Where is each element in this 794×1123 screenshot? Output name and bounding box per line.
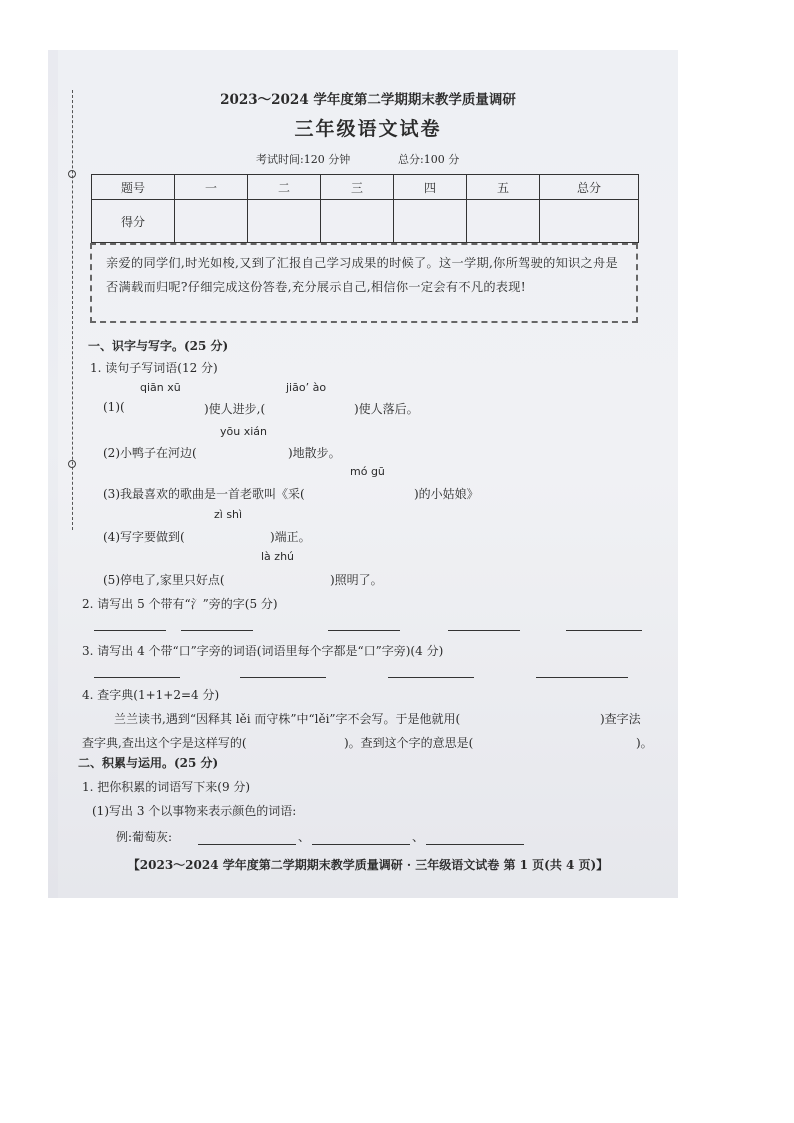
exam-paper — [58, 50, 678, 898]
pinyin-zishi: zì shì — [214, 508, 243, 521]
exam-title: 2023～2024 学年度第二学期期末教学质量调研 — [220, 92, 516, 108]
q1-item4-part-a: (4)写字要做到( — [103, 530, 185, 544]
intro-message: 亲爱的同学们,时光如梭,又到了汇报自己学习成果的时候了。这一学期,你所驾驶的知识之舟是否满载而归呢?仔细完成这份答卷,充分展示自己,相信你一定会有不凡的表现! — [90, 243, 638, 323]
answer-blank[interactable] — [448, 630, 520, 631]
binding-hole-icon — [68, 460, 76, 468]
q4-line1-part-b: )查字法 — [600, 712, 641, 726]
scanned-photo — [48, 50, 678, 898]
q2-title: 2. 请写出 5 个带有“氵”旁的字(5 分) — [82, 597, 278, 611]
exam-time: 考试时间:120 分钟 — [256, 153, 351, 166]
answer-blank[interactable] — [94, 630, 166, 631]
score-cell[interactable] — [467, 200, 540, 243]
score-table — [91, 174, 639, 243]
s2-q1-example: 例:葡萄灰: — [116, 830, 173, 844]
score-table-header-row — [92, 175, 639, 200]
q4-line2-part-b: )。查到这个字的意思是( — [344, 736, 474, 750]
score-cell[interactable] — [394, 200, 467, 243]
q1-item1-part-c: )使人落后。 — [354, 402, 419, 416]
score-cell[interactable] — [248, 200, 321, 243]
binding-hole-icon — [68, 170, 76, 178]
pinyin-jiaoao: jiāo’ ào — [286, 381, 327, 394]
q1-item4-part-b: )端正。 — [270, 530, 311, 544]
score-table-score-row — [92, 200, 639, 243]
s2-q1-title: 1. 把你积累的词语写下来(9 分) — [82, 780, 251, 794]
pinyin-youxian: yōu xián — [220, 425, 267, 438]
score-cell[interactable] — [175, 200, 248, 243]
score-header-cell: 五 — [467, 175, 540, 200]
q1-item1-part-a: (1)( — [103, 400, 125, 414]
separator: 、 — [412, 830, 425, 844]
score-cell[interactable] — [540, 200, 639, 243]
answer-blank[interactable] — [181, 630, 253, 631]
answer-blank[interactable] — [94, 677, 180, 678]
s2-q1-sub1: (1)写出 3 个以事物来表示颜色的词语: — [92, 804, 297, 818]
score-header-cell: 一 — [175, 175, 248, 200]
q1-item3-part-a: (3)我最喜欢的歌曲是一首老歌叫《采( — [103, 487, 305, 501]
answer-blank[interactable] — [198, 844, 296, 845]
q1-item1-part-b: )使人进步,( — [204, 402, 266, 416]
score-header-cell: 二 — [248, 175, 321, 200]
separator: 、 — [298, 830, 311, 844]
q4-line2-part-c: )。 — [636, 736, 653, 750]
q1-item2-part-b: )地散步。 — [288, 446, 341, 460]
section1-title: 一、识字与写字。(25 分) — [88, 339, 229, 353]
pinyin-qianxu: qiān xū — [140, 381, 181, 394]
q3-title: 3. 请写出 4 个带“口”字旁的词语(词语里每个字都是“口”字旁)(4 分) — [82, 644, 444, 658]
answer-blank[interactable] — [566, 630, 642, 631]
score-header-cell: 四 — [394, 175, 467, 200]
q1-item3-part-b: )的小姑娘》 — [414, 487, 479, 501]
q1-item5-part-b: )照明了。 — [330, 573, 383, 587]
answer-blank[interactable] — [536, 677, 628, 678]
score-header-cell: 三 — [321, 175, 394, 200]
q1-title: 1. 读句子写词语(12 分) — [90, 361, 218, 375]
page-footer: 【2023～2024 学年度第二学期期末教学质量调研 · 三年级语文试卷 第 1 页(共 4 页)】 — [127, 858, 609, 872]
answer-blank[interactable] — [240, 677, 326, 678]
answer-blank[interactable] — [312, 844, 410, 845]
paper-title: 三年级语文试卷 — [294, 118, 442, 140]
score-header-cell: 题号 — [92, 175, 175, 200]
answer-blank[interactable] — [426, 844, 524, 845]
q1-item5-part-a: (5)停电了,家里只好点( — [103, 573, 225, 587]
pinyin-mogu: mó gū — [350, 465, 385, 478]
q4-title: 4. 查字典(1+1+2=4 分) — [82, 688, 220, 702]
total-score: 总分:100 分 — [398, 153, 460, 166]
answer-blank[interactable] — [328, 630, 400, 631]
score-cell[interactable] — [321, 200, 394, 243]
pinyin-lazhu: là zhú — [261, 550, 295, 563]
score-header-cell: 总分 — [540, 175, 639, 200]
section2-title: 二、积累与运用。(25 分) — [78, 756, 219, 770]
q4-line2-part-a: 查字典,查出这个字是这样写的( — [82, 736, 247, 750]
score-row-label: 得分 — [92, 200, 175, 243]
q1-item2-part-a: (2)小鸭子在河边( — [103, 446, 197, 460]
answer-blank[interactable] — [388, 677, 474, 678]
q4-line1-part-a: 兰兰读书,遇到“因释其 lěi 而守株”中“lěi”字不会写。于是他就用( — [114, 712, 461, 726]
